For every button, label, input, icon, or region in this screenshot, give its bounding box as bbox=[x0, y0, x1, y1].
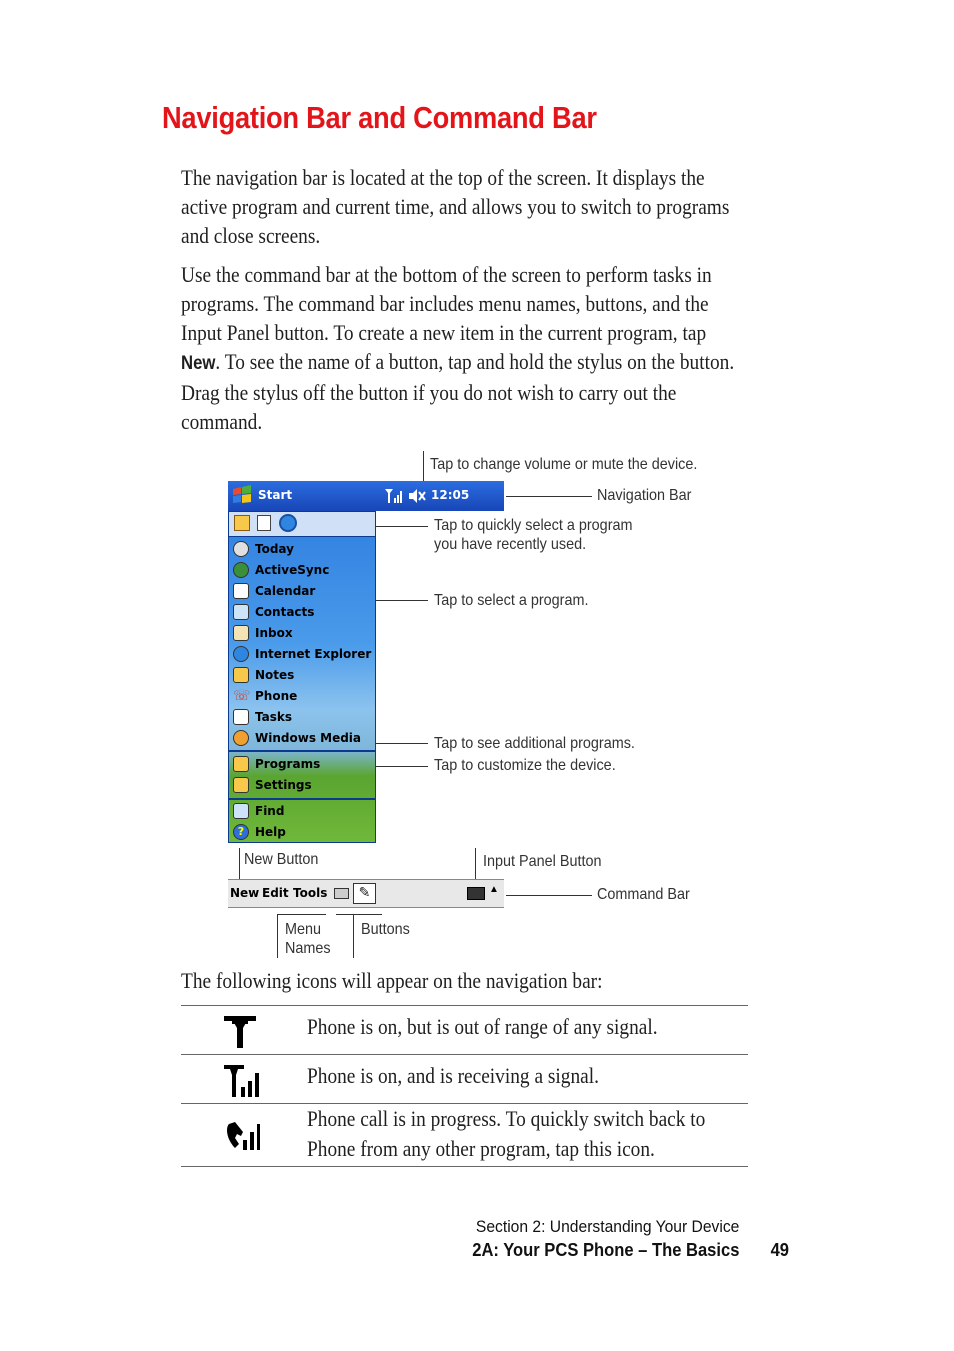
menu-names-bracket bbox=[277, 914, 326, 915]
footer-section: Section 2: Understanding Your Device bbox=[475, 1217, 739, 1236]
navigation-bar[interactable] bbox=[228, 481, 504, 511]
recent-internet-explorer-icon[interactable] bbox=[279, 514, 297, 532]
input-panel-leader bbox=[475, 848, 476, 882]
start-menu bbox=[228, 511, 376, 843]
command-bar-paragraph bbox=[181, 260, 744, 436]
menu-item-label: Help bbox=[255, 825, 286, 839]
speaker-mute-icon[interactable] bbox=[408, 488, 426, 504]
menu-item-inbox[interactable] bbox=[233, 623, 293, 643]
edit-menu[interactable]: Edit bbox=[262, 886, 289, 900]
internet-explorer-icon bbox=[233, 646, 249, 662]
menu-item-notes[interactable] bbox=[233, 665, 294, 685]
page-number: 49 bbox=[770, 1240, 789, 1260]
menu-item-label: Calendar bbox=[255, 584, 316, 598]
menu-item-label: Find bbox=[255, 804, 285, 818]
new-keyword: New bbox=[181, 353, 216, 374]
menu-item-internet-explorer[interactable] bbox=[233, 644, 371, 664]
activesync-icon bbox=[233, 562, 249, 578]
para2-after: . To see the name of a button, tap and hold the stylus on the button. Drag the stylus off the button if you do not wish to carry out the command. bbox=[181, 349, 735, 434]
customize-annotation: Tap to customize the device. bbox=[434, 757, 616, 774]
menu-item-label: Contacts bbox=[255, 605, 315, 619]
command-bar-annotation: Command Bar bbox=[597, 886, 690, 903]
menu-separator bbox=[229, 798, 375, 800]
volume-annotation: Tap to change volume or mute the device. bbox=[430, 456, 698, 473]
inbox-icon bbox=[233, 625, 249, 641]
menu-item-label: Today bbox=[255, 542, 294, 556]
menu-item-label: Internet Explorer bbox=[255, 647, 372, 661]
navbar-leader bbox=[506, 496, 592, 497]
recent-tasks-icon[interactable] bbox=[257, 515, 271, 531]
navigation-bar-annotation: Navigation Bar bbox=[597, 487, 692, 504]
input-panel-annotation: Input Panel Button bbox=[483, 853, 602, 870]
command-bar-leader bbox=[506, 895, 592, 896]
table-bottom-rule bbox=[181, 1166, 748, 1167]
new-button-annotation: New Button bbox=[244, 851, 319, 868]
menu-item-label: Inbox bbox=[255, 626, 293, 640]
tools-menu[interactable]: Tools bbox=[293, 886, 328, 900]
menu-item-windows-media[interactable] bbox=[233, 728, 361, 748]
table-row bbox=[181, 1005, 748, 1055]
menu-item-programs[interactable] bbox=[233, 754, 320, 774]
para2-before: Use the command bar at the bottom of the screen to perform tasks in programs. The command bar includes menu names, buttons, and the Input Panel button. To create a new item in the current program, tap bbox=[181, 262, 712, 345]
antenna-signal-icon bbox=[223, 1063, 261, 1099]
menu-item-label: Windows Media bbox=[255, 731, 362, 745]
select-program-annotation: Tap to select a program. bbox=[434, 592, 589, 609]
buttons-leader bbox=[353, 914, 354, 958]
menu-names-leader bbox=[277, 914, 278, 958]
icons-intro: The following icons will appear on the navigation bar: bbox=[181, 968, 603, 993]
recording-button-icon[interactable] bbox=[334, 888, 349, 899]
buttons-annotation: Buttons bbox=[361, 921, 410, 938]
menu-item-contacts[interactable] bbox=[233, 602, 314, 622]
new-button-leader bbox=[239, 848, 240, 882]
antenna-no-signal-icon bbox=[223, 1014, 257, 1050]
find-icon bbox=[233, 803, 249, 819]
menu-item-label: Programs bbox=[255, 757, 321, 771]
recent-annotation-line2: you have recently used. bbox=[434, 536, 587, 553]
menu-item-help[interactable] bbox=[233, 822, 286, 842]
footer-chapter: 2A: Your PCS Phone – The Basics bbox=[471, 1240, 739, 1260]
recent-annotation-line1: Tap to quickly select a program bbox=[434, 517, 633, 534]
windows-flag-icon bbox=[231, 484, 253, 506]
table-row-text: Phone call is in progress. To quickly switch back to Phone from any other program, tap this icon. bbox=[307, 1106, 706, 1161]
recent-programs-bar bbox=[229, 512, 375, 537]
menu-separator bbox=[229, 750, 375, 752]
table-row bbox=[181, 1103, 748, 1167]
menu-item-tasks[interactable] bbox=[233, 707, 292, 727]
page-title: Navigation Bar and Command Bar bbox=[162, 100, 597, 135]
signal-icon bbox=[385, 488, 403, 504]
input-panel-arrow-icon[interactable]: ▲ bbox=[489, 884, 499, 895]
keyboard-icon[interactable] bbox=[467, 887, 485, 900]
menu-item-label: Notes bbox=[255, 668, 295, 682]
tasks-icon bbox=[233, 709, 249, 725]
menu-item-phone[interactable] bbox=[233, 686, 297, 706]
windows-media-icon bbox=[233, 730, 249, 746]
phone-icon: ☏ bbox=[233, 688, 251, 704]
calendar-icon bbox=[233, 583, 249, 599]
contacts-icon bbox=[233, 604, 249, 620]
menu-names-annotation-line2: Names bbox=[285, 940, 331, 957]
menu-item-label: Phone bbox=[255, 689, 298, 703]
table-row-text: Phone is on, but is out of range of any signal. bbox=[307, 1014, 658, 1039]
menu-item-calendar[interactable] bbox=[233, 581, 315, 601]
menu-item-label: Settings bbox=[255, 778, 312, 792]
navigation-bar-paragraph: The navigation bar is located at the top of the screen. It displays the active program and current time, and allows you to switch to programs and close screens. bbox=[181, 165, 730, 248]
menu-names-annotation-line1: Menu bbox=[285, 921, 322, 938]
settings-folder-icon bbox=[233, 777, 249, 793]
menu-item-find[interactable] bbox=[233, 801, 284, 821]
recent-notes-icon[interactable] bbox=[234, 515, 250, 531]
start-label: Start bbox=[258, 488, 293, 502]
pen-button-icon[interactable]: ✎ bbox=[353, 883, 376, 904]
today-icon bbox=[233, 541, 249, 557]
command-bar bbox=[228, 879, 504, 908]
additional-programs-annotation: Tap to see additional programs. bbox=[434, 735, 635, 752]
menu-item-label: Tasks bbox=[255, 710, 293, 724]
menu-item-label: ActiveSync bbox=[255, 563, 330, 577]
phone-call-signal-icon bbox=[223, 1118, 261, 1154]
help-icon: ? bbox=[233, 824, 249, 840]
clock-time: 12:05 bbox=[431, 488, 470, 502]
buttons-bracket bbox=[336, 914, 382, 915]
menu-item-activesync[interactable] bbox=[233, 560, 329, 580]
table-row bbox=[181, 1054, 748, 1104]
menu-item-settings[interactable] bbox=[233, 775, 312, 795]
notes-icon bbox=[233, 667, 249, 683]
menu-item-today[interactable] bbox=[233, 539, 294, 559]
new-menu[interactable]: New bbox=[230, 886, 260, 900]
programs-folder-icon bbox=[233, 756, 249, 772]
table-row-text: Phone is on, and is receiving a signal. bbox=[307, 1063, 599, 1088]
